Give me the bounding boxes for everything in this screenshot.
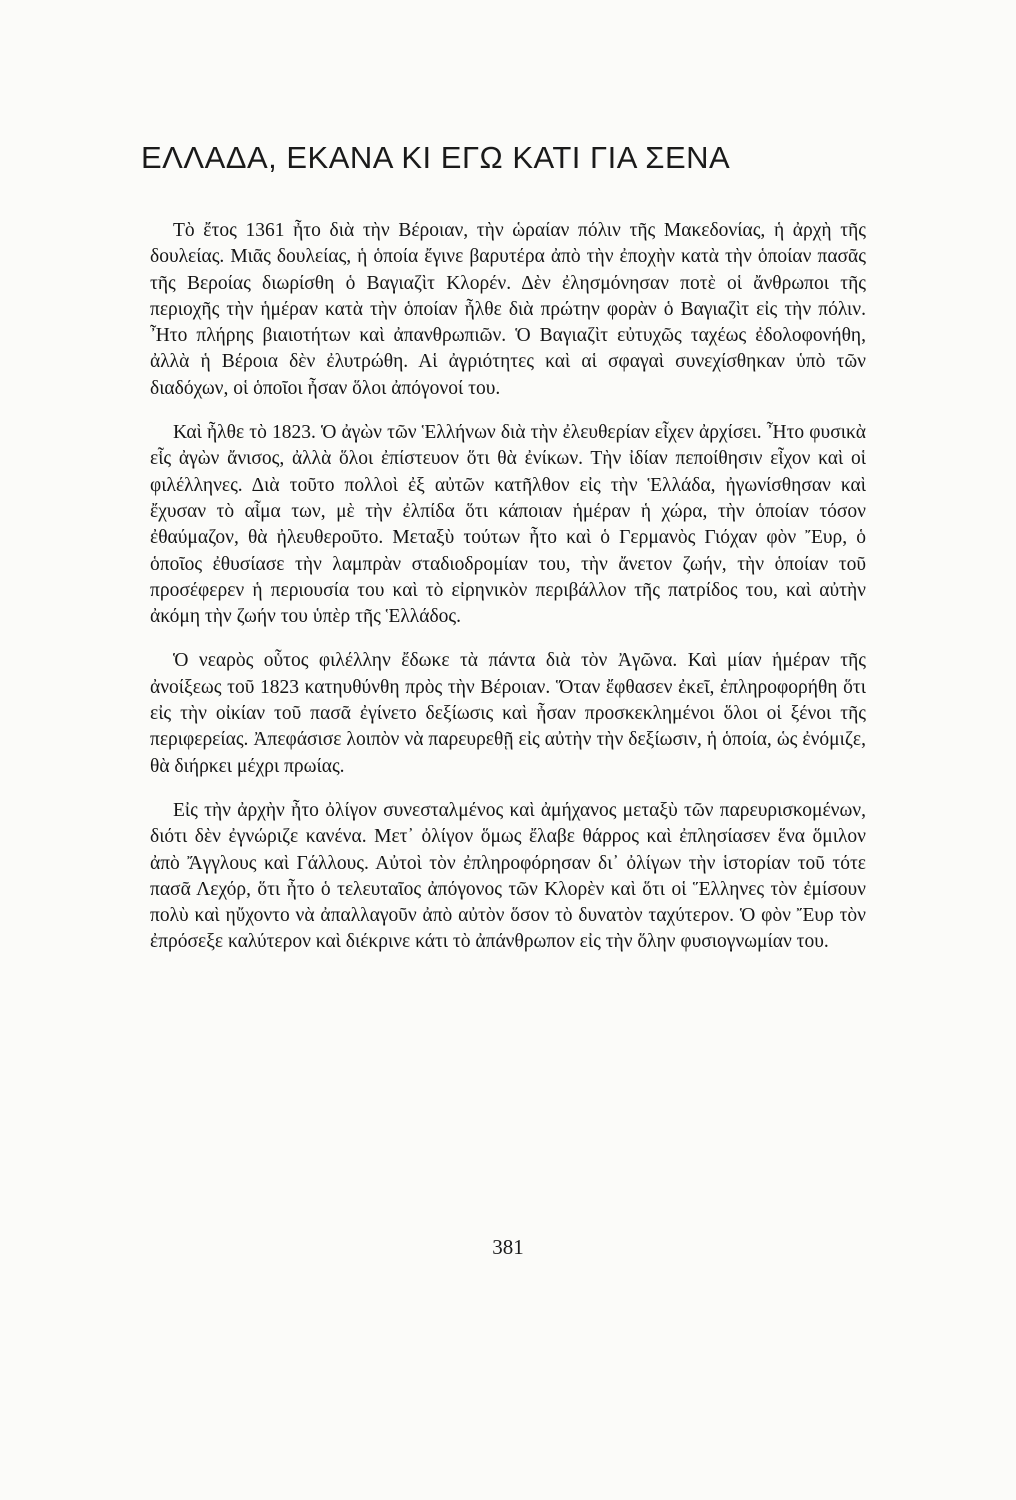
chapter-title: ΕΛΛΑΔΑ, ΕΚΑΝΑ ΚΙ ΕΓΩ ΚΑΤΙ ΓΙΑ ΣΕΝΑ xyxy=(141,140,731,175)
paragraph-3: Ὁ νεαρὸς οὗτος φιλέλλην ἔδωκε τὰ πάντα διὰ τὸν Ἀγῶνα. Καὶ μίαν ἡμέραν τῆς ἀνοίξεως τοῦ 1823 κατηυθύνθη πρὸς τὴν Βέροιαν. Ὅταν ἔφθασεν ἐκεῖ, ἐπληροφορήθη ὅτι εἰς τὴν οἰκίαν τοῦ πασᾶ ἐγίνετο δεξίωσις καὶ ἦσαν προσκεκλημένοι ὅλοι οἱ ξένοι τῆς περιφερείας. Ἀπεφάσισε λοιπὸν νὰ παρευρεθῇ εἰς αὐτὴν τὴν δεξίωσιν, ἡ ὁποία, ὡς ἐνόμιζε, θὰ διήρκει μέχρι πρωίας. xyxy=(150,650,866,777)
page-body xyxy=(141,140,866,974)
paragraph-2: Καὶ ἦλθε τὸ 1823. Ὁ ἀγὼν τῶν Ἑλλήνων διὰ τὴν ἐλευθερίαν εἶχεν ἀρχίσει. Ἦτο φυσικὰ εἷς ἀγὼν ἄνισος, ἀλλὰ ὅλοι ἐπίστευον ὅτι θὰ ἐνίκων. Τὴν ἰδίαν πεποίθησιν εἶχον καὶ οἱ φιλέλληνες. Διὰ τοῦτο πολλοὶ ἐξ αὐτῶν κατῆλθον εἰς τὴν Ἑλλάδα, ἠγωνίσθησαν καὶ ἔχυσαν τὸ αἷμα των, μὲ τὴν ἐλπίδα ὅτι κάποιαν ἡμέραν ἡ χώρα, τὴν ὁποίαν τόσον ἐθαύμαζον, θὰ ἠλευθεροῦτο. Μεταξὺ τούτων ἦτο καὶ ὁ Γερμανὸς Γιόχαν φὸν Ἔυρ, ὁ ὁποῖος ἐθυσίασε τὴν λαμπρὰν σταδιοδρομίαν του, τὴν ἄνετον ζωήν, τὴν ὁποίαν τοῦ προσέφερεν ἡ περιουσία του καὶ τὸ εἰρηνικὸν περιβάλλον τῆς πατρίδος του, καὶ αὐτὴν ἀκόμη τὴν ζωήν του ὑπὲρ τῆς Ἑλλάδος. xyxy=(150,422,866,628)
page-number: 381 xyxy=(492,1235,524,1259)
body-text xyxy=(150,218,866,956)
paragraph-4: Εἰς τὴν ἀρχὴν ἦτο ὀλίγον συνεσταλμένος καὶ ἀμήχανος μεταξὺ τῶν παρευρισκομένων, διότι δὲν ἐγνώριζε κανένα. Μετ᾽ ὀλίγον ὅμως ἔλαβε θάρρος καὶ ἐπλησίασεν ἕνα ὅμιλον ἀπὸ Ἄγγλους καὶ Γάλλους. Αὐτοὶ τὸν ἐπληροφόρησαν δι᾽ ὀλίγων τὴν ἱστορίαν τοῦ τότε πασᾶ Λεχόρ, ὅτι ἦτο ὁ τελευταῖος ἀπόγονος τῶν Κλορὲν καὶ ὅτι οἱ Ἕλληνες τὸν ἐμίσουν πολὺ καὶ ηὔχοντο νὰ ἀπαλλαγοῦν ἀπὸ αὐτὸν ὅσον τὸ δυνατὸν ταχύτερον. Ὁ φὸν Ἔυρ τὸν ἐπρόσεξε καλύτερον καὶ διέκρινε κάτι τὸ ἀπάνθρωπον εἰς τὴν ὅλην φυσιογνωμίαν του. xyxy=(150,799,866,953)
paragraph-1: Τὸ ἔτος 1361 ἦτο διὰ τὴν Βέροιαν, τὴν ὡραίαν πόλιν τῆς Μακεδονίας, ἡ ἀρχὴ τῆς δουλείας. Μιᾶς δουλείας, ἡ ὁποία ἔγινε βαρυτέρα ἀπὸ τὴν ἐποχὴν κατὰ τὴν ὁποίαν πασᾶς τῆς Βεροίας διωρίσθη ὁ Βαγιαζὶτ Κλορέν. Δὲν ἐλησμόνησαν ποτὲ οἱ ἄνθρωποι τῆς περιοχῆς τὴν ἡμέραν κατὰ τὴν ὁποίαν ἦλθε διὰ πρώτην φορὰν ὁ Βαγιαζὶτ εἰς τὴν πόλιν. Ἦτο πλήρης βιαιοτήτων καὶ ἀπανθρωπιῶν. Ὁ Βαγιαζὶτ εὐτυχῶς ταχέως ἐδολοφονήθη, ἀλλὰ ἡ Βέροια δὲν ἐλυτρώθη. Αἱ ἀγριότητες καὶ αἱ σφαγαὶ συνεχίσθηκαν ὑπὸ τῶν διαδόχων, οἱ ὁποῖοι ἦσαν ὅλοι ἀπόγονοί του. xyxy=(150,220,866,399)
